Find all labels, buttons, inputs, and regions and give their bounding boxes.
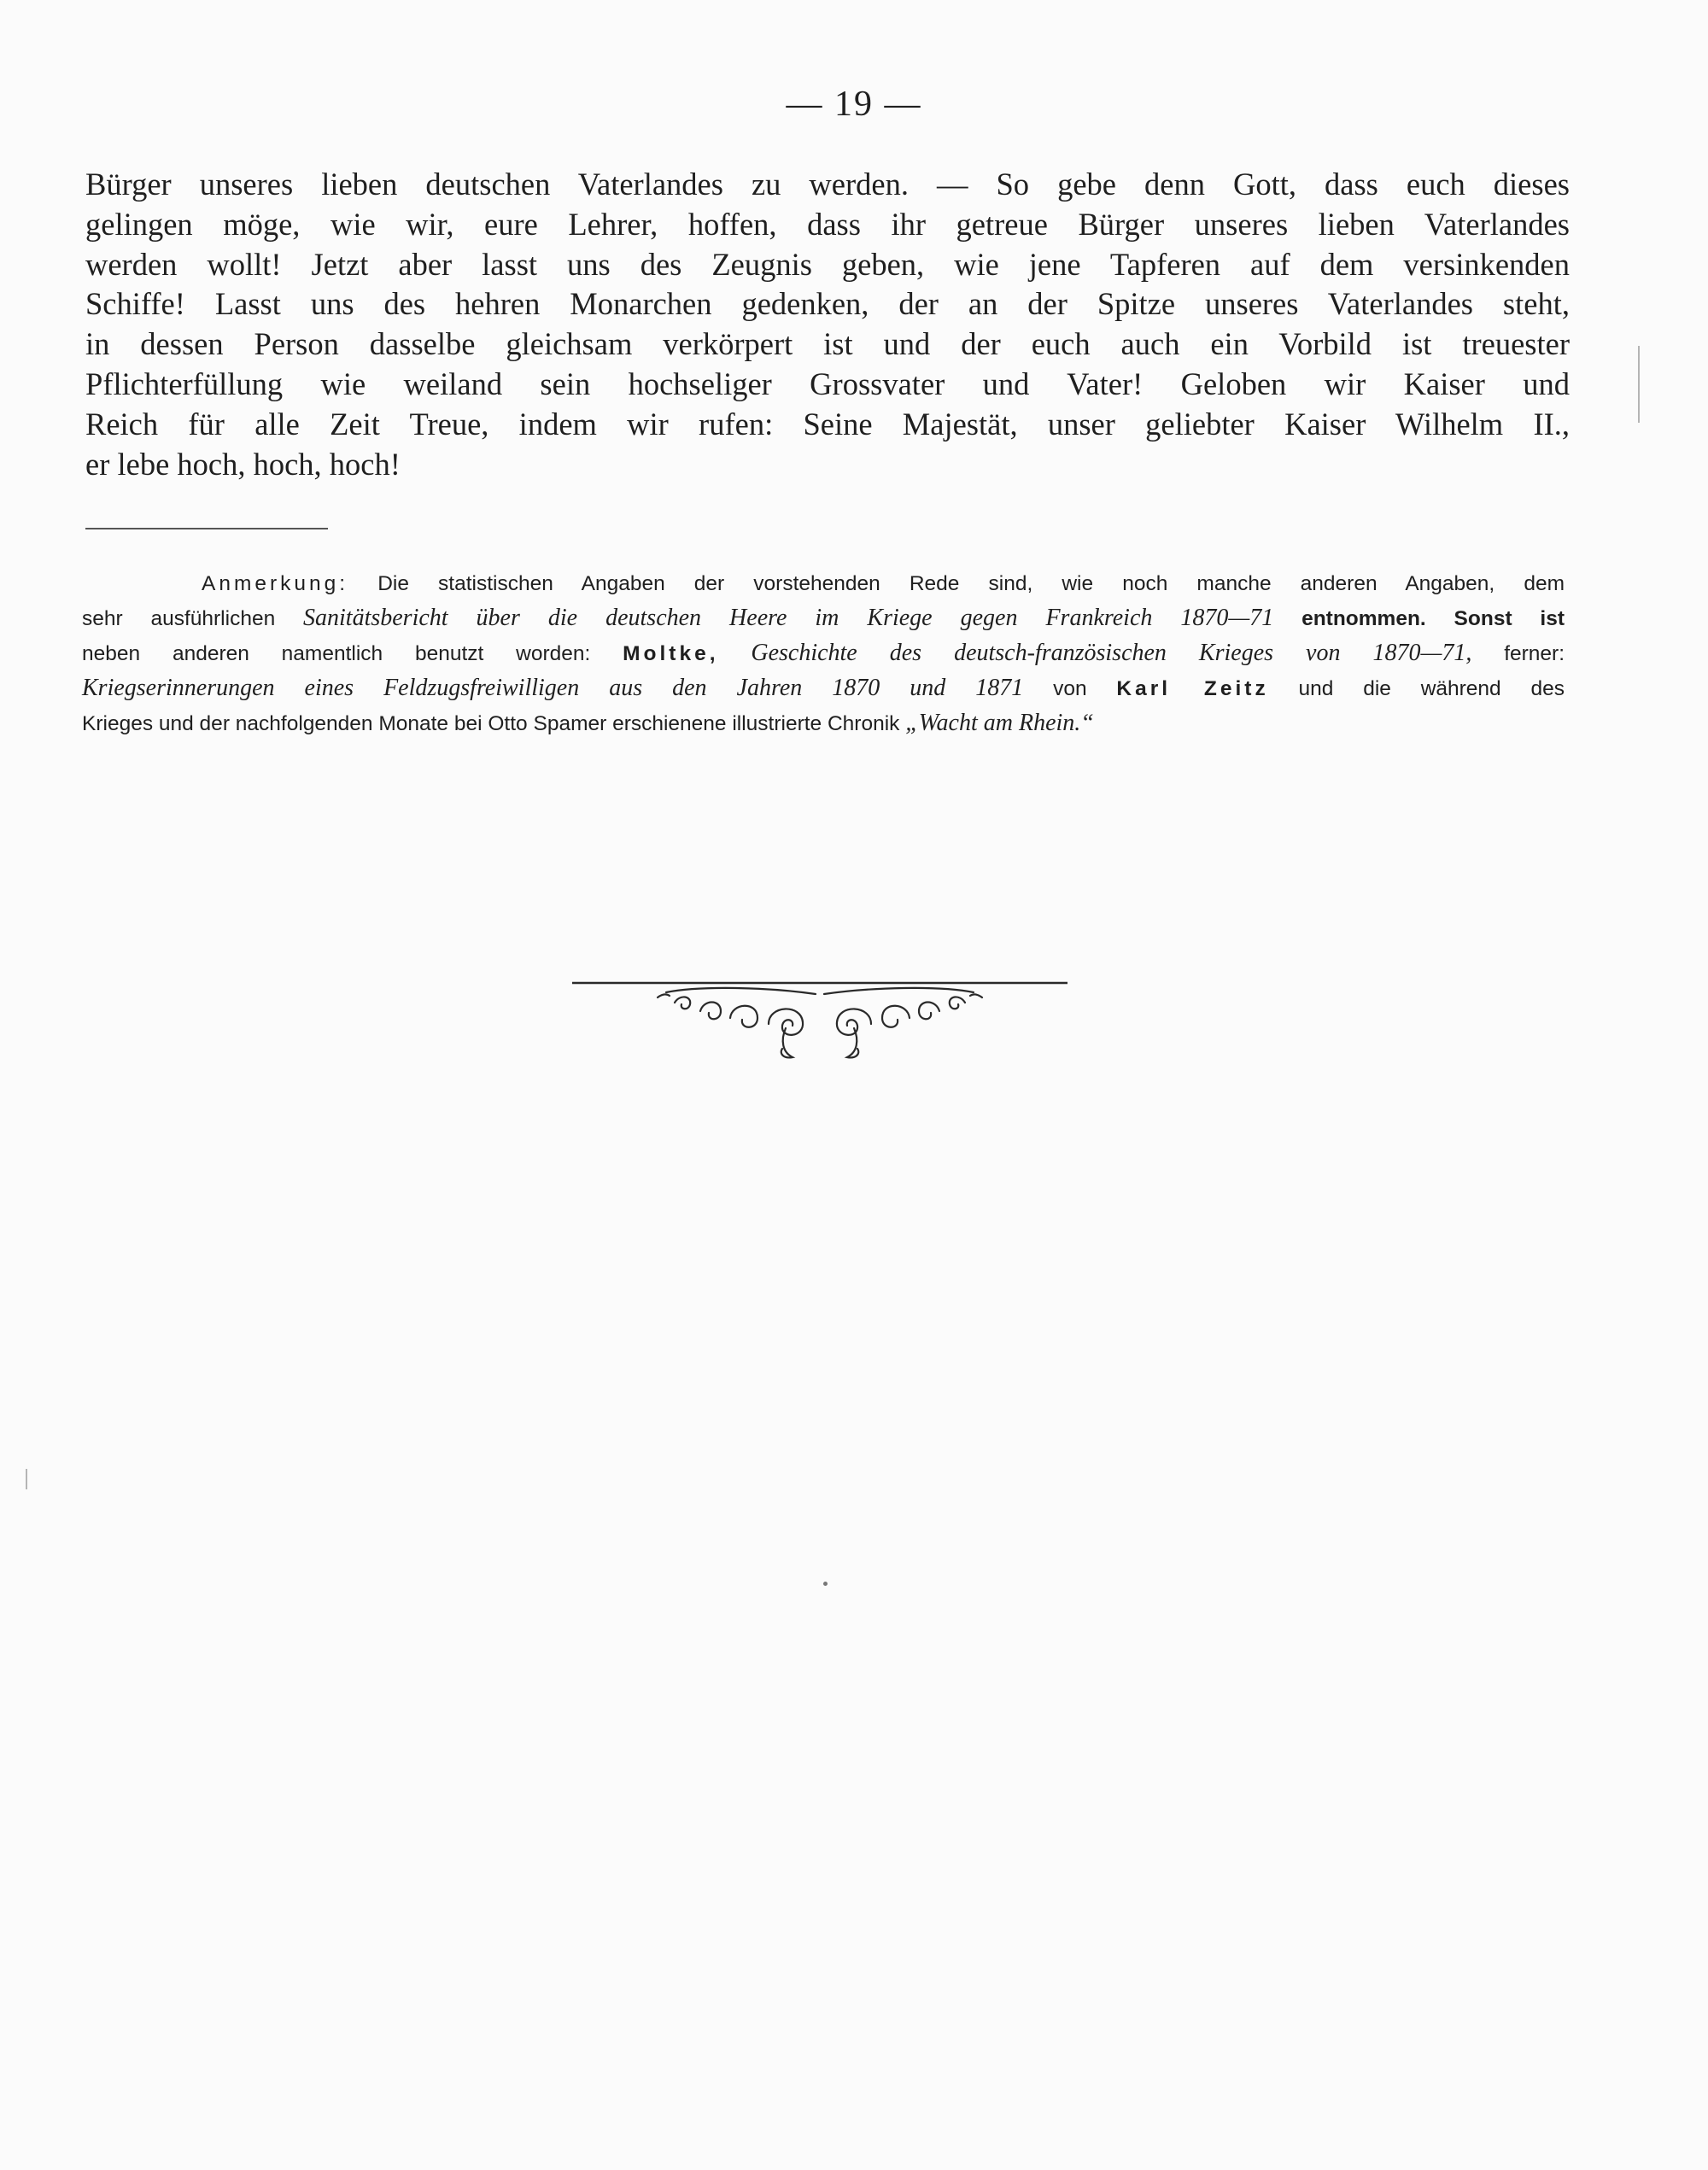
- footnote-text: Die statistischen Angaben der vorstehenden Rede sind, wie noch manche anderen Angaben, dem: [377, 572, 1565, 595]
- footnote-line: [82, 601, 1565, 636]
- footnote-line: [82, 636, 1565, 671]
- footnote-cited-title: Sanitätsbericht über die deutschen Heere im Kriege gegen Frankreich 1870—71: [303, 605, 1274, 631]
- footnote-text: von: [1053, 677, 1087, 700]
- body-line: gelingen möge, wie wir, eure Lehrer, hoffen, dass ihr getreue Bürger unseres lieben Vaterlandes: [85, 206, 1570, 242]
- paper-edge-mark: [1638, 346, 1640, 423]
- body-line: Bürger unseres lieben deutschen Vaterlandes zu werden. — So gebe denn Gott, dass euch dieses: [85, 167, 1570, 202]
- footnote-author: Moltke,: [623, 642, 719, 665]
- footnote-author: Karl Zeitz: [1116, 677, 1269, 700]
- body-line: er lebe hoch, hoch, hoch!: [85, 446, 401, 482]
- footnote: [82, 567, 1565, 741]
- paper-speck: [823, 1582, 828, 1586]
- body-line: Reich für alle Zeit Treue, indem wir rufen: Seine Majestät, unser geliebter Kaiser Wilhelm II.,: [85, 406, 1570, 442]
- body-paragraph: [85, 165, 1570, 484]
- footnote-text: und die während des: [1298, 677, 1565, 700]
- footnote-line: [82, 706, 1565, 741]
- footnote-cited-title: Kriegserinnerungen eines Feldzugsfreiwilligen aus den Jahren 1870 und 1871: [82, 675, 1024, 701]
- body-line: Schiffe! Lasst uns des hehren Monarchen gedenken, der an der Spitze unseres Vaterlandes steht,: [85, 286, 1570, 322]
- footnote-text: entnommen. Sonst ist: [1301, 607, 1565, 630]
- footnote-cited-title: „Wacht am Rhein.“: [905, 710, 1094, 736]
- footnote-line: [82, 567, 1565, 601]
- footnote-cited-title: Geschichte des deutsch-französischen Krieges von 1870—71,: [751, 640, 1472, 666]
- footnote-text: neben anderen namentlich benutzt worden:: [82, 642, 591, 665]
- footnote-label: Anmerkung:: [202, 572, 349, 595]
- footnote-text: ferner:: [1504, 642, 1565, 665]
- paper-edge-mark: [26, 1469, 27, 1489]
- body-line: werden wollt! Jetzt aber lasst uns des Zeugnis geben, wie jene Tapferen auf dem versinkenden: [85, 246, 1570, 282]
- page-number: — 19 —: [786, 85, 922, 124]
- footnote-line: [82, 671, 1565, 706]
- body-line: Pflichterfüllung wie weiland sein hochseliger Grossvater und Vater! Geloben wir Kaiser und: [85, 366, 1570, 401]
- footnote-text: sehr ausführlichen: [82, 607, 276, 630]
- footnote-text: Krieges und der nachfolgenden Monate bei Otto Spamer erschienene illustrierte Chronik: [82, 712, 900, 735]
- scroll-vignette-icon: [572, 977, 1068, 1071]
- footnote-separator: [85, 528, 328, 529]
- body-line: in dessen Person dasselbe gleichsam verkörpert ist und der euch auch ein Vorbild ist treuester: [85, 326, 1570, 362]
